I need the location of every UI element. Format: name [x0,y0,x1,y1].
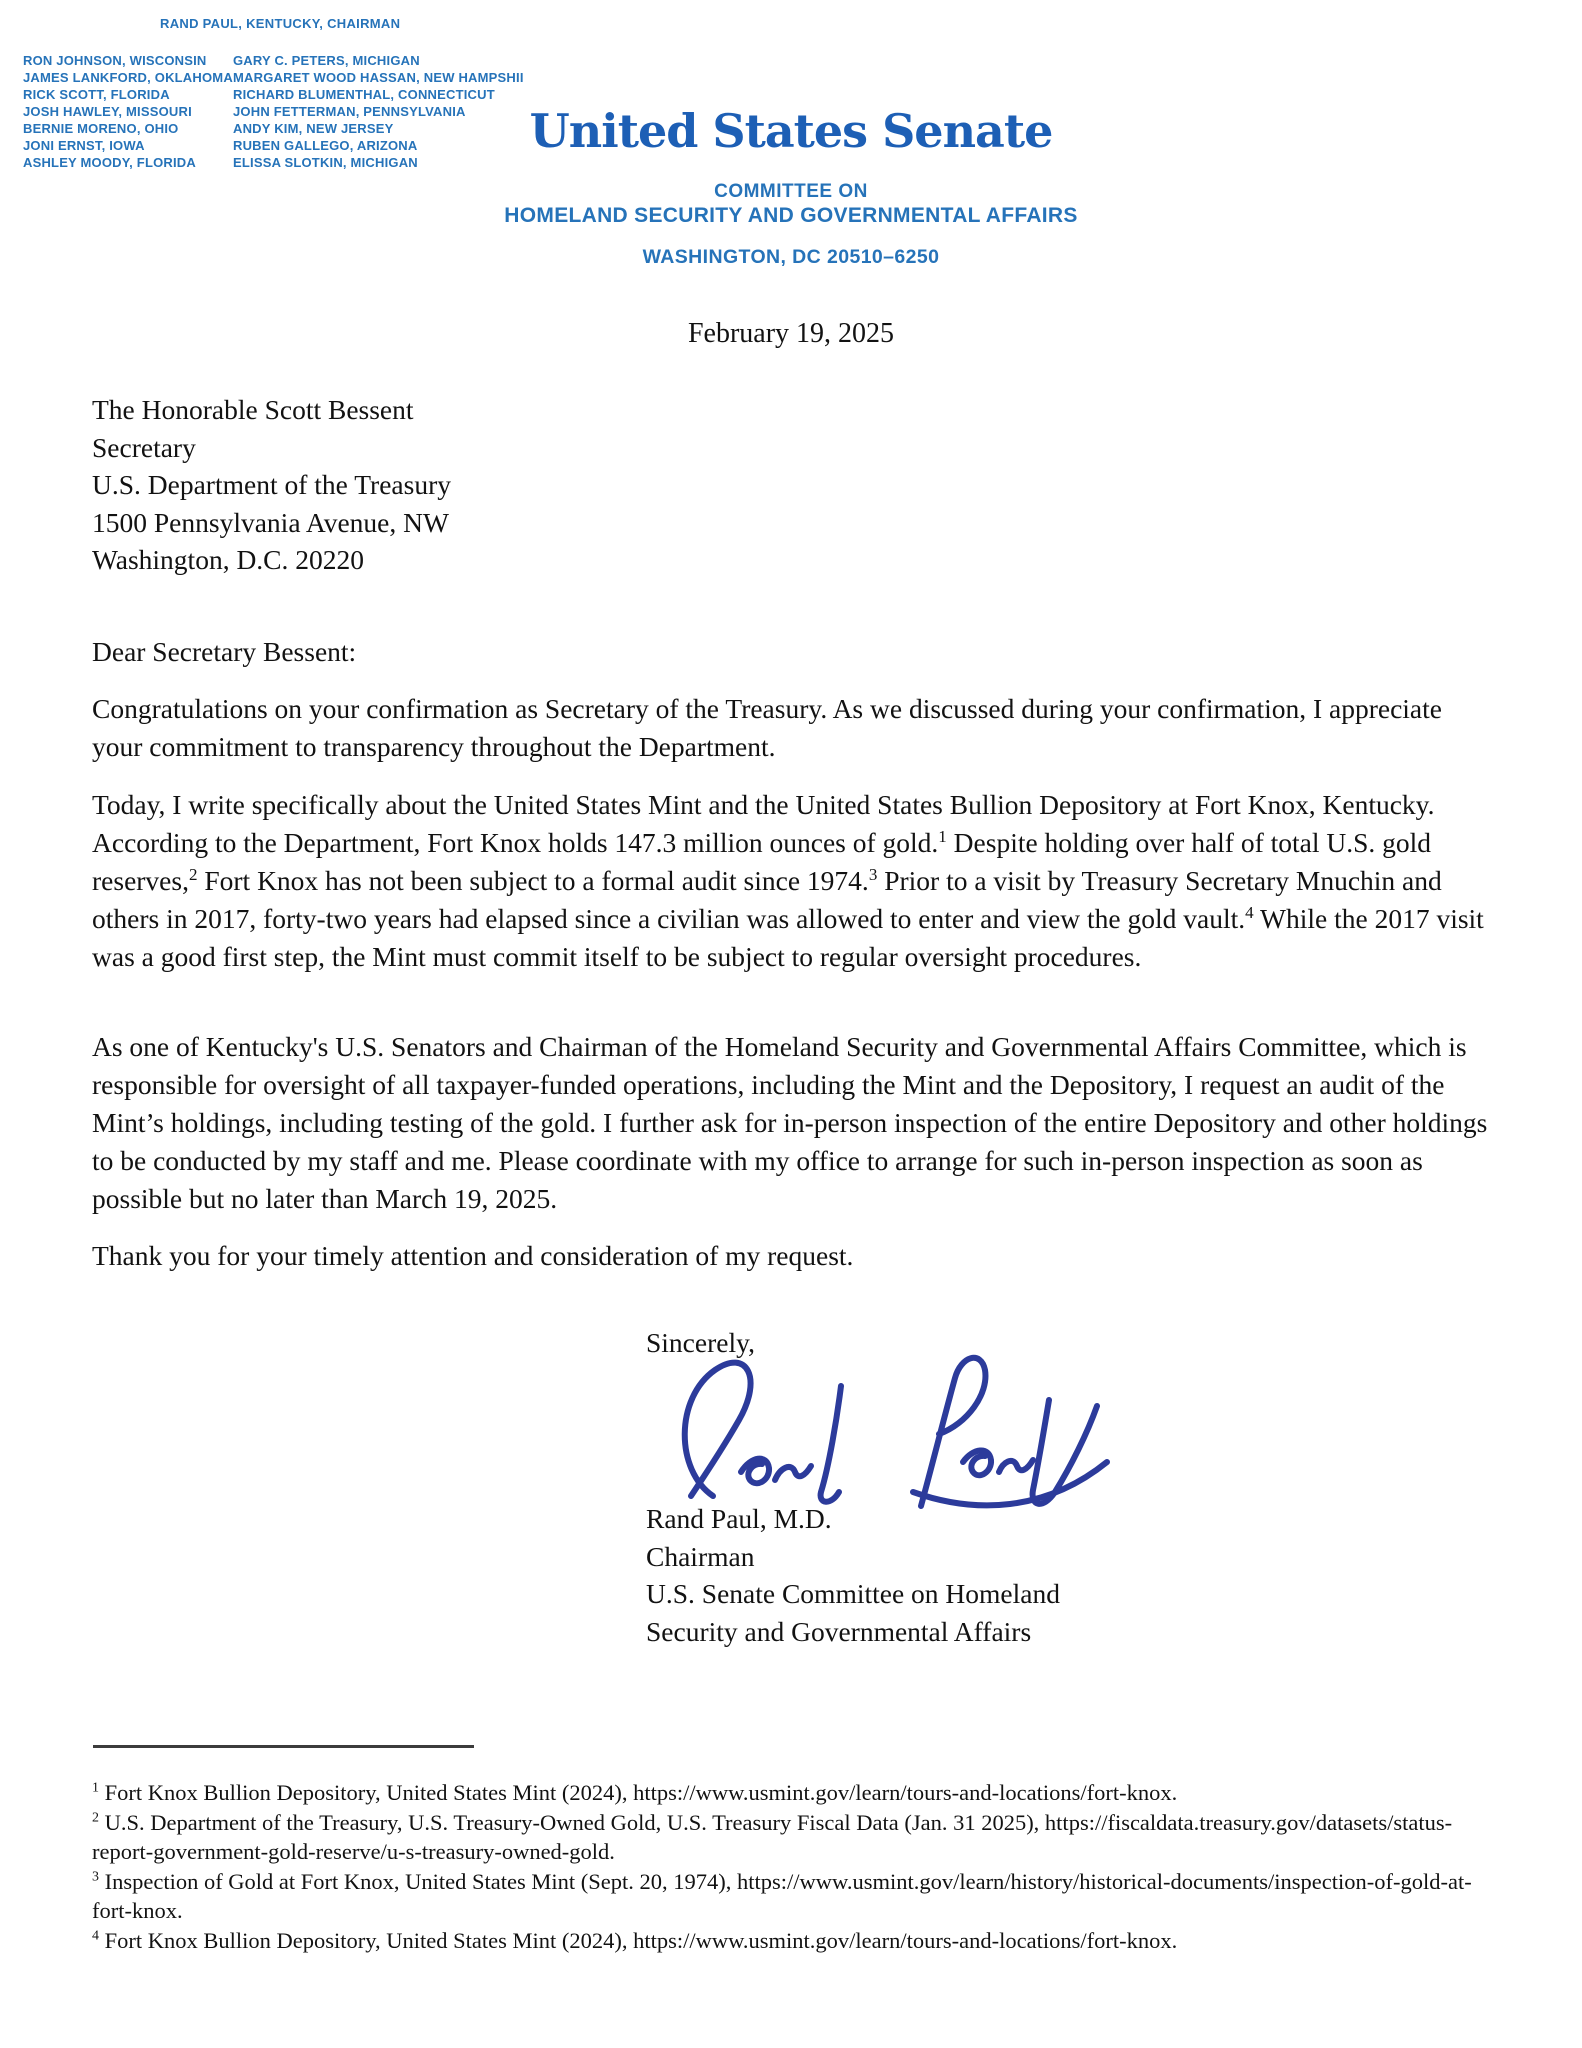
paragraph-2: Today, I write specifically about the United States Mint and the United States Bullion Depository at Fort Knox, Kentucky. According to the Department, Fort Knox holds 147.3 million ounces of gold.$^1$ Despite holding over half of total U.S. gold reserves,$^2$ Fort Knox has not been subject to a formal audit since 1974.$^3$ Prior to a visit by Treasury Secretary Mnuchin and others in 2017, forty-two years had elapsed since a civilian was allowed to enter and view the gold vault.$^4$ While the 2017 visit was a good first step, the Mint must commit itself to be subject to regular oversight procedures. [92,789,1484,972]
footnote-ref: 4 [1245,902,1254,922]
footnote-1: $^1$ Fort Knox Bullion Depository, United States Mint (2024), https://www.usmint.gov/learn/tours-and-locations/fort-knox. [92,1780,1178,1805]
member-name: ANDY KIM, NEW JERSEY [233,121,394,136]
paragraph-4: Thank you for your timely attention and consideration of my request. [92,1240,854,1271]
signer-block [646,1500,1060,1650]
paragraph-3: As one of Kentucky's U.S. Senators and Chairman of the Homeland Security and Governmental Affairs Committee, which is responsible for oversight of all taxpayer-funded operations, including the Mint and the Depository, I request an audit of the Mint’s holdings, including testing of the gold. I further ask for in-person inspection of the entire Depository and other holdings to be conducted by my staff and me. Please coordinate with my office to arrange for such in-person inspection as soon as possible but no later than March 19, 2025. [92,1031,1488,1214]
footnote-ref: 4 [92,1928,99,1943]
letterhead-address: WASHINGTON, DC 20510–6250 [642,246,940,268]
footnote-ref: 2 [188,864,198,884]
recipient-line: Washington, D.C. 20220 [92,544,365,575]
member-name: JOSH HAWLEY, MISSOURI [23,104,192,119]
chairman-line: RAND PAUL, KENTUCKY, CHAIRMAN [160,16,401,31]
signer-title: Chairman [646,1540,755,1572]
footnote-ref: 3 [868,864,878,884]
member-name: ASHLEY MOODY, FLORIDA [23,155,196,170]
recipient-address [92,391,451,579]
recipient-line: 1500 Pennsylvania Avenue, NW [92,506,449,538]
footnote-2: $^2$ U.S. Department of the Treasury, U.S. Treasury-Owned Gold, U.S. Treasury Fiscal Data (Jan. 31 2025), https://fiscaldata.treasury.gov/datasets/status-report-government-gold-reserve/u-s-treasury-owned-gold. [92,1809,1453,1864]
member-name: RON JOHNSON, WISCONSIN [23,53,207,68]
recipient-line: Secretary [92,431,196,463]
member-name: RICK SCOTT, FLORIDA [23,87,170,102]
footnote-3: $^3$ Inspection of Gold at Fort Knox, United States Mint (Sept. 20, 1974), https://www.usmint.gov/learn/history/historical-documents/inspection-of-gold-at-fort-knox. [92,1868,1472,1923]
committee-prefix: COMMITTEE ON [714,181,868,202]
committee-name: HOMELAND SECURITY AND GOVERNMENTAL AFFAIRS [504,204,1078,227]
rand-paul-signature [635,1344,1135,1519]
member-name: JAMES LANKFORD, OKLAHOMA [23,70,233,85]
member-name: GARY C. PETERS, MICHIGAN [233,53,420,68]
closing-sincerely: Sincerely, [646,1327,755,1358]
member-name: BERNIE MORENO, OHIO [23,121,179,136]
footnote-4: $^4$ Fort Knox Bullion Depository, United States Mint (2024), https://www.usmint.gov/learn/tours-and-locations/fort-knox. [92,1927,1178,1953]
date-line: February 19, 2025 [687,318,895,349]
footnote-ref: 1 [92,1780,99,1796]
footnotes [92,1778,1492,1955]
senate-wordmark: United States Senate [529,104,1053,158]
footnote-ref: 1 [938,826,947,846]
signer-org-line1: U.S. Senate Committee on Homeland [646,1578,1060,1609]
footnote-ref: 3 [92,1869,99,1884]
salutation: Dear Secretary Bessent: [92,636,357,667]
member-name: JOHN FETTERMAN, PENNSYLVANIA [233,104,466,119]
footnote-separator [93,1745,474,1748]
member-name: JONI ERNST, IOWA [23,138,145,153]
member-name: RUBEN GALLEGO, ARIZONA [233,138,418,153]
signer-org-line2: Security and Governmental Affairs [646,1615,1032,1647]
signer-name: Rand Paul, M.D. [646,1503,832,1534]
paragraph-1: Congratulations on your confirmation as Secretary of the Treasury. As we discussed during your confirmation, I appreciate your commitment to transparency throughout the Department. [92,693,1442,762]
recipient-line: U.S. Department of the Treasury [92,469,451,500]
member-name: RICHARD BLUMENTHAL, CONNECTICUT [233,87,495,102]
recipient-line: The Honorable Scott Bessent [92,394,414,425]
member-name: MARGARET WOOD HASSAN, NEW HAMPSHII [233,70,524,85]
member-name: ELISSA SLOTKIN, MICHIGAN [233,155,418,170]
footnote-ref: 2 [92,1810,99,1825]
